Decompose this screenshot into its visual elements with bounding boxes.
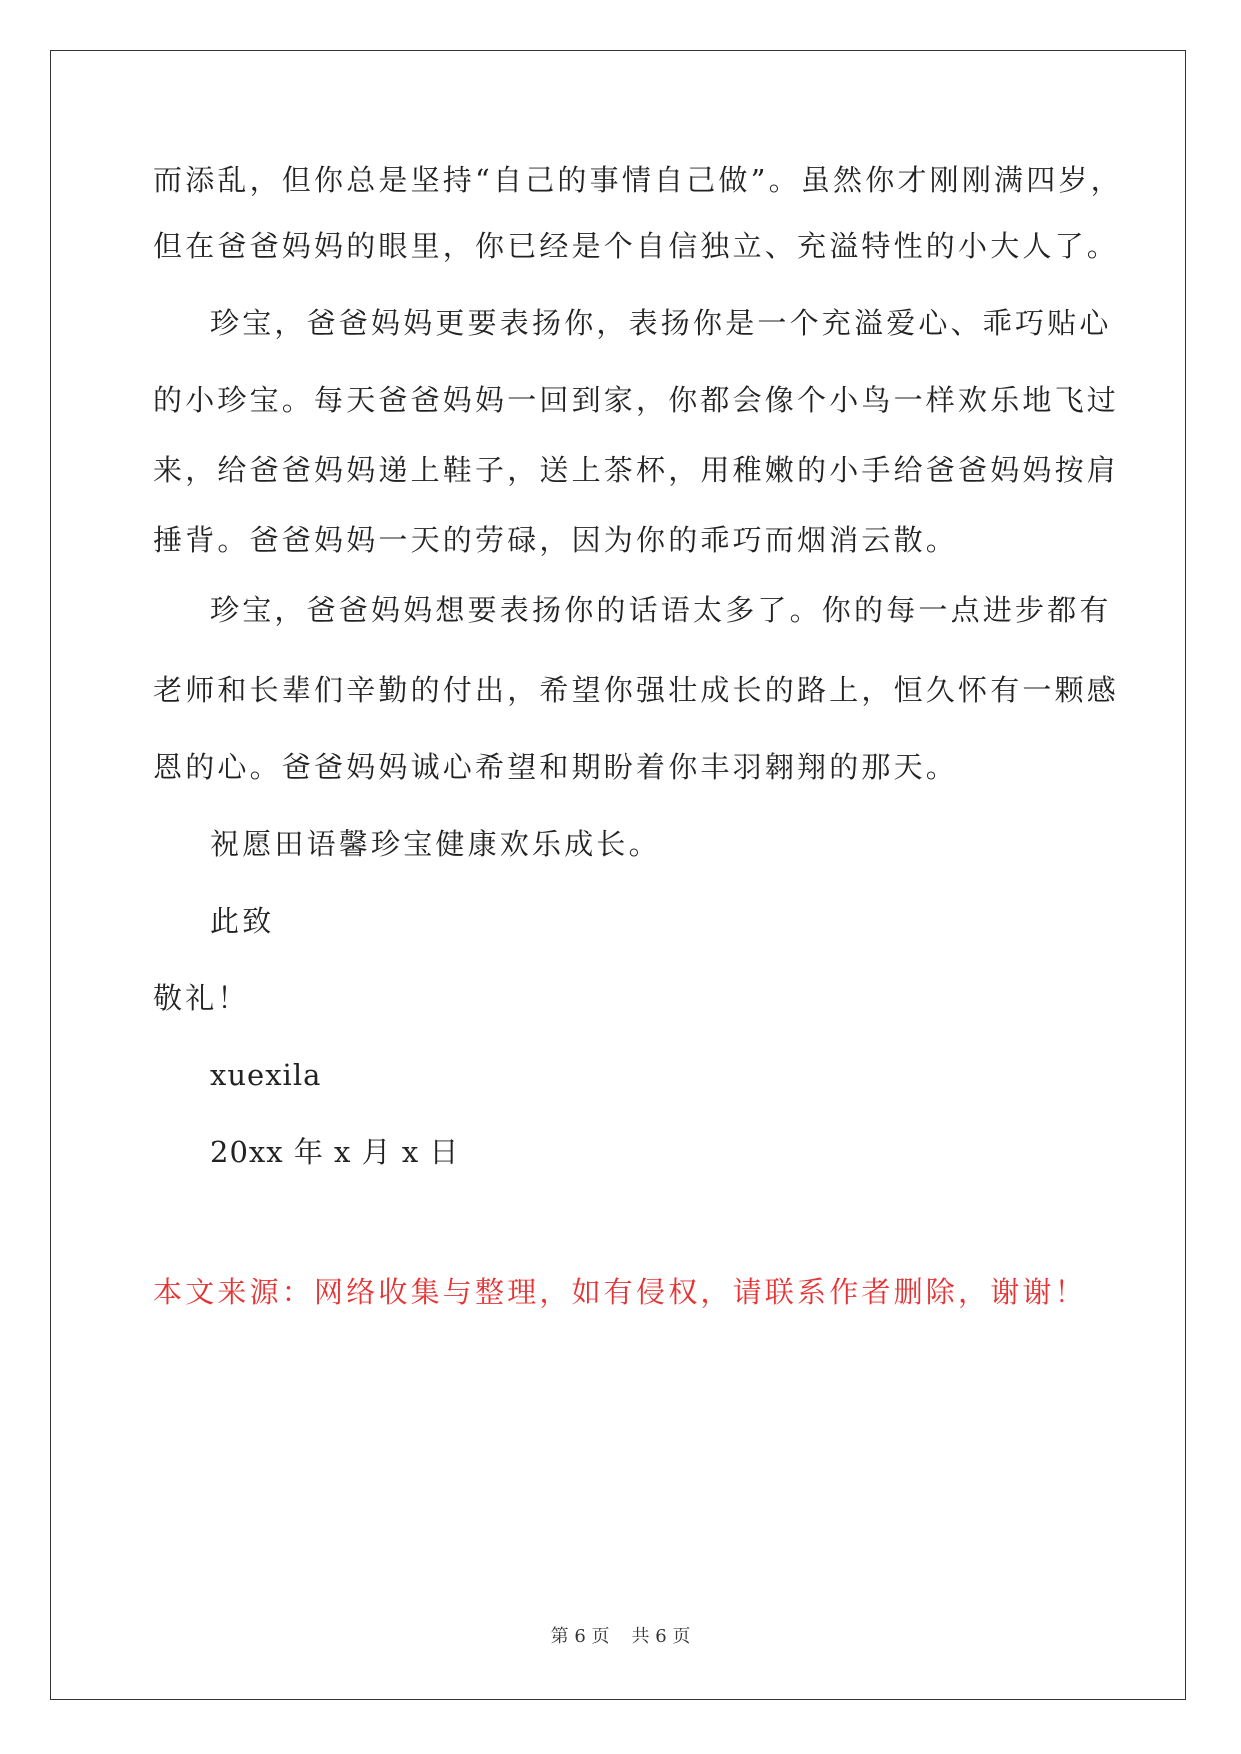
page-border [50, 50, 1186, 1700]
closing-line: 此致 [210, 904, 275, 938]
total-pages-label: 共 6 页 [631, 1626, 691, 1647]
date-line: 20xx 年 x 月 x 日 [210, 1135, 460, 1169]
paragraph-line-4: 的小珍宝。每天爸爸妈妈一回到家，你都会像个小鸟一样欢乐地飞过 [153, 383, 1120, 417]
paragraph-line-6: 捶背。爸爸妈妈一天的劳碌，因为你的乖巧而烟消云散。 [153, 523, 959, 557]
wish-line: 祝愿田语馨珍宝健康欢乐成长。 [210, 827, 661, 861]
paragraph-line-7: 珍宝，爸爸妈妈想要表扬你的话语太多了。你的每一点进步都有 [210, 593, 1112, 627]
paragraph-line-9: 恩的心。爸爸妈妈诚心希望和期盼着你丰羽翱翔的那天。 [153, 750, 959, 784]
paragraph-line-5: 来，给爸爸妈妈递上鞋子，送上茶杯，用稚嫩的小手给爸爸妈妈按肩 [153, 453, 1120, 487]
paragraph-line-2: 但在爸爸妈妈的眼里，你已经是个自信独立、充溢特性的小大人了。 [153, 229, 1120, 263]
salutation-line: 敬礼！ [153, 981, 250, 1015]
paragraph-line-3: 珍宝，爸爸妈妈更要表扬你，表扬你是一个充溢爱心、乖巧贴心 [210, 306, 1112, 340]
signature-line: xuexila [210, 1058, 322, 1092]
current-page-label: 第 6 页 [550, 1626, 610, 1647]
source-note: 本文来源：网络收集与整理，如有侵权，请联系作者删除，谢谢！ [153, 1275, 1087, 1309]
paragraph-line-1: 而添乱，但你总是坚持“自己的事情自己做”。虽然你才刚刚满四岁， [153, 163, 1123, 197]
paragraph-line-8: 老师和长辈们辛勤的付出，希望你强壮成长的路上，恒久怀有一颗感 [153, 673, 1120, 707]
page-footer [0, 1622, 1241, 1648]
